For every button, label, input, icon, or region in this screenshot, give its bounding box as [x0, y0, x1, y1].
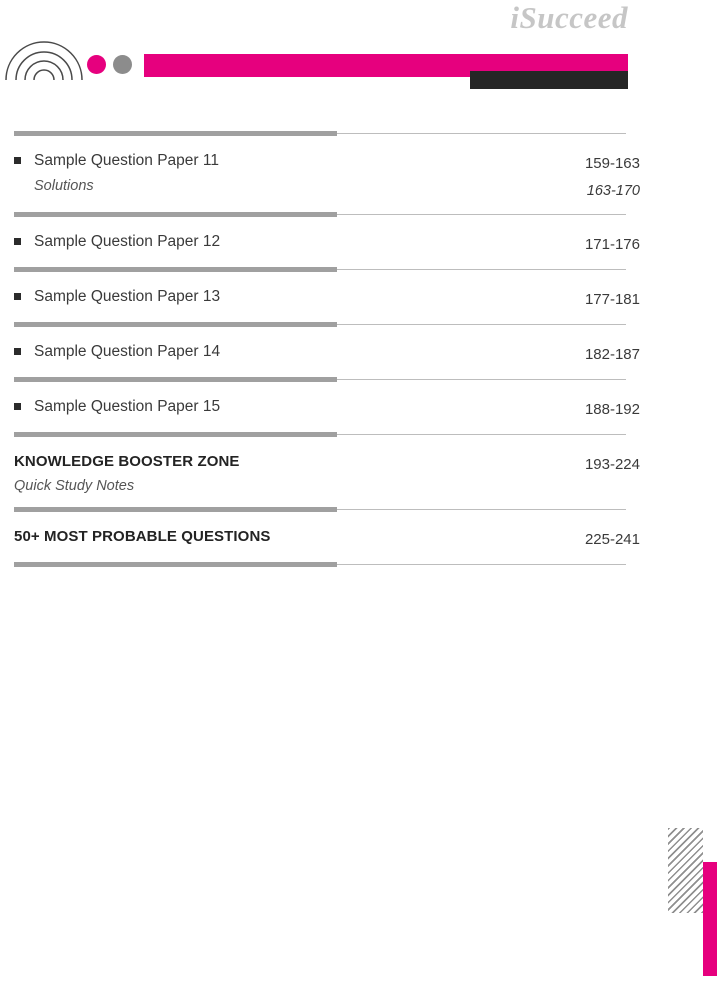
page-range: 182-187 — [584, 345, 640, 363]
toc-entry-main — [14, 529, 271, 544]
toc-entry-title-line — [14, 153, 219, 169]
header-dot-pink — [87, 55, 106, 74]
concentric-arcs-icon — [4, 26, 88, 82]
page-header — [0, 0, 720, 120]
toc-entry-title: Sample Question Paper 11 — [34, 152, 219, 169]
divider-thin-segment — [337, 133, 626, 134]
toc-entry-pages — [585, 401, 640, 417]
divider-thin-segment — [337, 269, 626, 270]
toc-entry-main — [14, 399, 220, 415]
toc-entry-main — [14, 344, 220, 360]
divider-thick-segment — [14, 562, 337, 567]
divider-thin-segment — [337, 434, 626, 435]
square-bullet-icon — [14, 238, 21, 245]
toc-entry-title-line — [14, 399, 220, 415]
footer-accent-bar — [703, 862, 717, 976]
toc-entry-title-line — [14, 454, 240, 469]
divider-thin-segment — [337, 214, 626, 215]
toc-entry-title-line — [14, 289, 220, 305]
page-range-sub: 163-170 — [586, 183, 640, 199]
divider-thin-segment — [337, 509, 626, 510]
toc-entry-main — [14, 153, 219, 194]
toc-entry-pages — [585, 531, 640, 547]
divider-thin-segment — [337, 564, 626, 565]
toc-entry-pages — [585, 236, 640, 252]
toc-entry-pages — [585, 346, 640, 362]
page-range: 171-176 — [584, 235, 640, 253]
toc-entry-subtitle: Solutions — [34, 177, 94, 194]
diagonal-hatch-block — [668, 828, 703, 913]
page-range: 225-241 — [584, 530, 640, 548]
toc-entry-title: Sample Question Paper 13 — [34, 287, 221, 305]
page-range: 177-181 — [584, 290, 640, 308]
toc-entry[interactable] — [14, 217, 640, 267]
toc-entry-title: Sample Question Paper 15 — [34, 397, 221, 415]
toc-entry-title-line — [14, 234, 220, 250]
toc-entry-title: KNOWLEDGE BOOSTER ZONE — [14, 452, 240, 470]
toc-entry[interactable] — [14, 437, 640, 507]
toc-entry-title-line — [14, 529, 271, 544]
page-range: 159-163 — [584, 155, 640, 172]
toc-entry-main — [14, 234, 220, 250]
toc-entry-title: Sample Question Paper 12 — [34, 232, 221, 250]
toc-entry-title: Sample Question Paper 14 — [34, 342, 221, 360]
toc-entry-title: 50+ MOST PROBABLE QUESTIONS — [14, 527, 271, 545]
table-of-contents — [0, 131, 720, 567]
toc-entry[interactable] — [14, 136, 640, 212]
toc-entry-title-line — [14, 344, 220, 360]
toc-entry-pages — [585, 155, 640, 199]
page-range: 193-224 — [584, 455, 640, 473]
toc-entry-pages — [585, 291, 640, 307]
divider-thin-segment — [337, 324, 626, 325]
header-bar-black — [470, 71, 628, 89]
square-bullet-icon — [14, 403, 21, 410]
square-bullet-icon — [14, 348, 21, 355]
toc-entry[interactable] — [14, 512, 640, 562]
toc-entry[interactable] — [14, 272, 640, 322]
square-bullet-icon — [14, 157, 21, 164]
brand-wordmark: iSucceed — [510, 0, 628, 35]
toc-entry-main — [14, 454, 240, 494]
toc-entry-main — [14, 289, 220, 305]
toc-entry[interactable] — [14, 327, 640, 377]
page-range: 188-192 — [584, 400, 640, 418]
divider-thin-segment — [337, 379, 626, 380]
toc-entry-subtitle: Quick Study Notes — [14, 477, 135, 494]
divider — [14, 562, 640, 567]
square-bullet-icon — [14, 293, 21, 300]
header-dot-gray — [113, 55, 132, 74]
toc-entry[interactable] — [14, 382, 640, 432]
toc-entry-pages — [585, 456, 640, 472]
